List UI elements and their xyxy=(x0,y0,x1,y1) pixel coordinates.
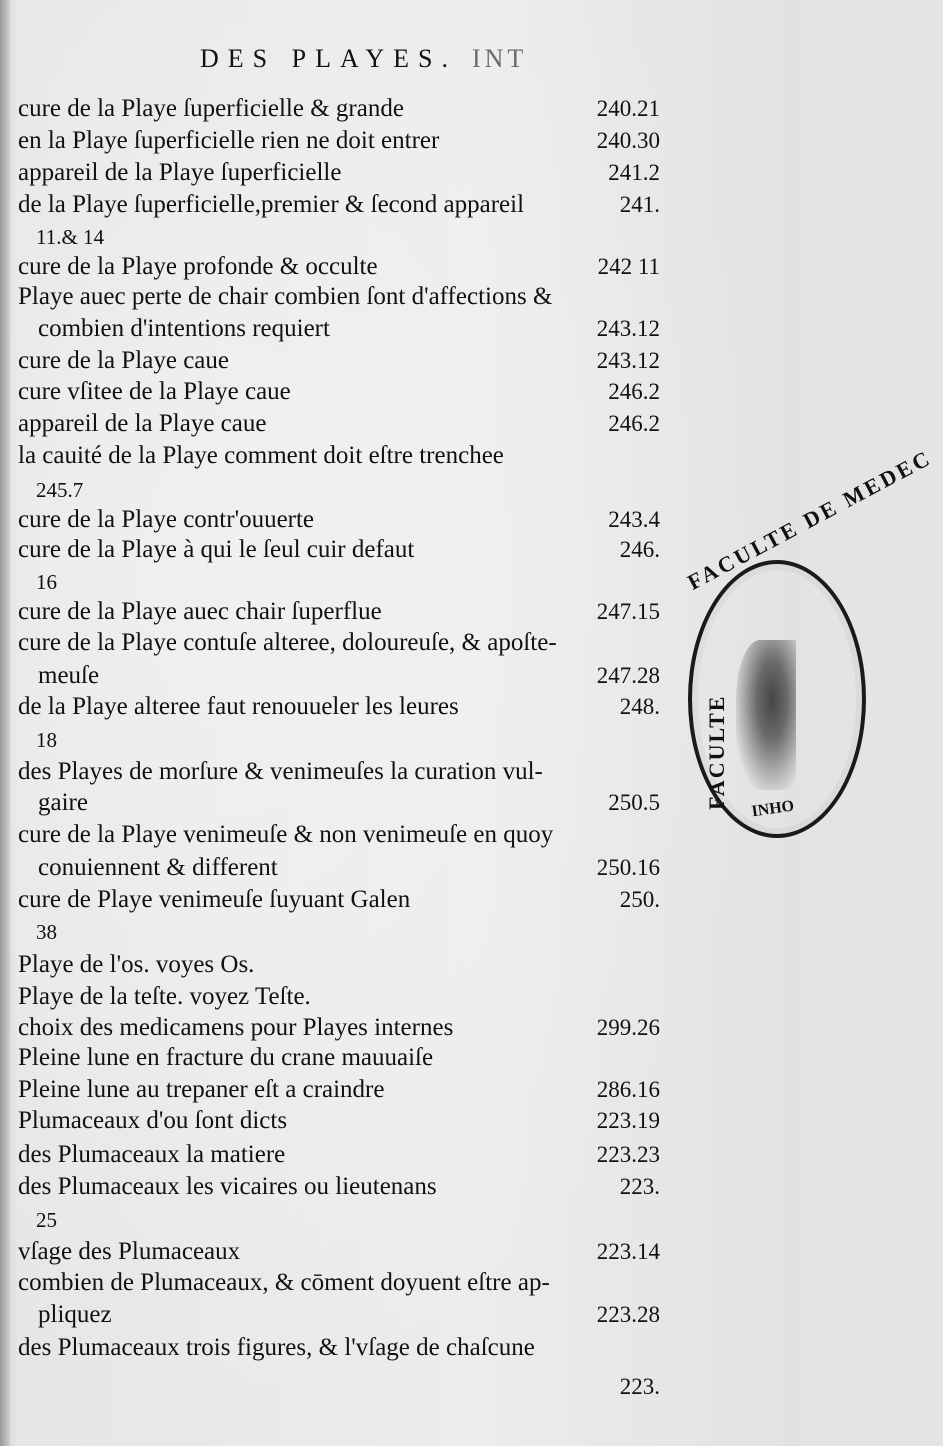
index-entry xyxy=(18,597,660,627)
stamp-text-side: FACULTE xyxy=(704,694,729,810)
entry-page: 243.12 xyxy=(596,316,660,341)
index-entry xyxy=(18,190,660,220)
entry-page: 242 11 xyxy=(597,254,660,279)
entry-text: cure de la Playe venimeuſe & non venimeuſe en quoy xyxy=(18,821,554,848)
entry-text: pliquez xyxy=(38,1301,112,1328)
entry-text: Playe de la teſte. voyez Teſte. xyxy=(18,983,311,1010)
index-entry xyxy=(18,982,660,1012)
entry-page: 243.12 xyxy=(596,348,660,373)
entry-page: 223.28 xyxy=(596,1302,660,1327)
entry-text: des Plumaceaux trois figures, & l'vſage de chaſcune xyxy=(18,1334,535,1361)
entry-text: choix des medicamens pour Playes internes xyxy=(18,1014,454,1041)
index-entry xyxy=(18,950,660,980)
entry-text: Playe de l'os. voyes Os. xyxy=(18,951,255,978)
index-entry xyxy=(18,535,660,565)
stamp-text-top: FACULTE DE MEDEC xyxy=(683,444,936,595)
index-entry xyxy=(18,505,660,535)
index-entry xyxy=(18,1333,660,1363)
entry-text: Plumaceaux d'ou ſont dicts xyxy=(18,1107,288,1134)
index-entry xyxy=(18,1013,660,1043)
index-entry xyxy=(18,628,660,658)
entry-page: 223. xyxy=(619,1374,660,1399)
entry-text: cure de la Playe contr'ouuerte xyxy=(18,506,315,533)
index-entry-continuation xyxy=(18,917,660,947)
entry-text: 245.7 xyxy=(36,478,84,502)
index-entry xyxy=(18,885,660,915)
stamp-portrait xyxy=(736,640,796,790)
index-entry-continuation xyxy=(18,314,660,344)
index-entry xyxy=(18,409,660,439)
entry-text: cure de la Playe auec chair ſuperflue xyxy=(18,598,382,625)
index-entry xyxy=(18,158,660,188)
entry-page: 286.16 xyxy=(596,1077,660,1102)
entry-page: 223.19 xyxy=(596,1108,660,1133)
index-entry xyxy=(18,1172,660,1202)
entry-page: 240.21 xyxy=(596,96,660,121)
index-entry xyxy=(18,757,660,787)
entry-text: Playe auec perte de chair combien ſont d'affections & xyxy=(18,283,553,310)
entry-text: Pleine lune au trepaner eſt a craindre xyxy=(18,1076,385,1103)
entry-page: 223.14 xyxy=(596,1239,660,1264)
entry-page: 250.5 xyxy=(608,790,660,815)
page-gutter xyxy=(0,0,10,1446)
entry-text: cure de Playe venimeuſe ſuyuant Galen xyxy=(18,886,411,913)
running-title: DES PLAYES. xyxy=(200,44,457,73)
entry-page: 243.4 xyxy=(608,507,660,532)
entry-text: meuſe xyxy=(38,662,100,689)
entry-text: 38 xyxy=(36,920,57,944)
entry-text: cure de la Playe ſuperficielle & grande xyxy=(18,95,404,122)
index-entry-continuation xyxy=(18,1205,660,1235)
entry-text: conuiennent & different xyxy=(38,854,278,881)
index-entry xyxy=(18,94,660,124)
entry-page: 246.2 xyxy=(608,411,660,436)
stamp-text-bottom: INHO xyxy=(750,797,796,821)
entry-page: 246.2 xyxy=(608,379,660,404)
entry-text: 18 xyxy=(36,728,57,752)
running-header xyxy=(200,44,560,84)
entry-page: 248. xyxy=(619,694,660,719)
entry-text: Pleine lune en fracture du crane mauuaiſe xyxy=(18,1044,434,1071)
entry-page: 240.30 xyxy=(596,128,660,153)
entry-text: des Plumaceaux la matiere xyxy=(18,1141,286,1168)
entry-text: en la Playe ſuperficielle rien ne doit entrer xyxy=(18,127,440,154)
running-title-cut: INT xyxy=(472,44,528,73)
index-entry xyxy=(18,820,660,850)
entry-text: de la Playe alteree faut renouueler les leures xyxy=(18,693,459,720)
entry-text: 11.& 14 xyxy=(36,225,105,249)
index-entry xyxy=(18,1106,660,1136)
index-entry-continuation xyxy=(18,788,660,818)
index-entry-continuation xyxy=(18,725,660,755)
entry-text: combien de Plumaceaux, & cōment doyuent eſtre ap- xyxy=(18,1269,550,1296)
index-entry-continuation xyxy=(18,1300,660,1330)
entry-text: cure vſitee de la Playe caue xyxy=(18,378,291,405)
index-entry-continuation xyxy=(18,222,660,252)
entry-text: cure de la Playe à qui le ſeul cuir defaut xyxy=(18,536,415,563)
index-entry xyxy=(18,1140,660,1170)
index-entry xyxy=(18,441,660,471)
entry-text: cure de la Playe profonde & occulte xyxy=(18,253,378,280)
index-entry xyxy=(18,1237,660,1267)
index-entry-continuation xyxy=(18,1372,660,1402)
entry-text: des Plumaceaux les vicaires ou lieutenans xyxy=(18,1173,437,1200)
entry-text: des Playes de morſure & venimeuſes la curation vul- xyxy=(18,758,543,785)
index-entry-continuation xyxy=(18,475,660,505)
entry-text: appareil de la Playe caue xyxy=(18,410,267,437)
entry-text: vſage des Plumaceaux xyxy=(18,1238,241,1265)
entry-page: 223. xyxy=(619,1174,660,1199)
index-entry-continuation xyxy=(18,853,660,883)
index-entry xyxy=(18,252,660,282)
entry-text: cure de la Playe contuſe alteree, doloureuſe, & apoſte- xyxy=(18,629,557,656)
entry-page: 250. xyxy=(619,887,660,912)
entry-page: 241.2 xyxy=(608,160,660,185)
entry-text: cure de la Playe caue xyxy=(18,347,229,374)
entry-text: combien d'intentions requiert xyxy=(38,315,330,342)
entry-page: 247.28 xyxy=(596,663,660,688)
entry-page: 299.26 xyxy=(596,1015,660,1040)
entry-page: 250.16 xyxy=(596,855,660,880)
index-entry-continuation xyxy=(18,567,660,597)
index-entry xyxy=(18,1075,660,1105)
entry-text: gaire xyxy=(38,789,88,816)
index-entry xyxy=(18,692,660,722)
index-entry xyxy=(18,346,660,376)
entry-text: de la Playe ſuperficielle,premier & ſecond appareil xyxy=(18,191,525,218)
entry-page: 223.23 xyxy=(596,1142,660,1167)
entry-text: la cauité de la Playe comment doit eſtre trenchee xyxy=(18,442,504,469)
index-entry xyxy=(18,1043,660,1073)
entry-page: 247.15 xyxy=(596,599,660,624)
index-entry-continuation xyxy=(18,661,660,691)
entry-text: appareil de la Playe ſuperficielle xyxy=(18,159,342,186)
entry-page: 241. xyxy=(619,192,660,217)
index-entry xyxy=(18,282,660,312)
entry-page: 246. xyxy=(619,537,660,562)
entry-text: 16 xyxy=(36,570,57,594)
index-entry xyxy=(18,377,660,407)
index-entry xyxy=(18,1268,660,1298)
index-entry xyxy=(18,126,660,156)
entry-text: 25 xyxy=(36,1208,57,1232)
